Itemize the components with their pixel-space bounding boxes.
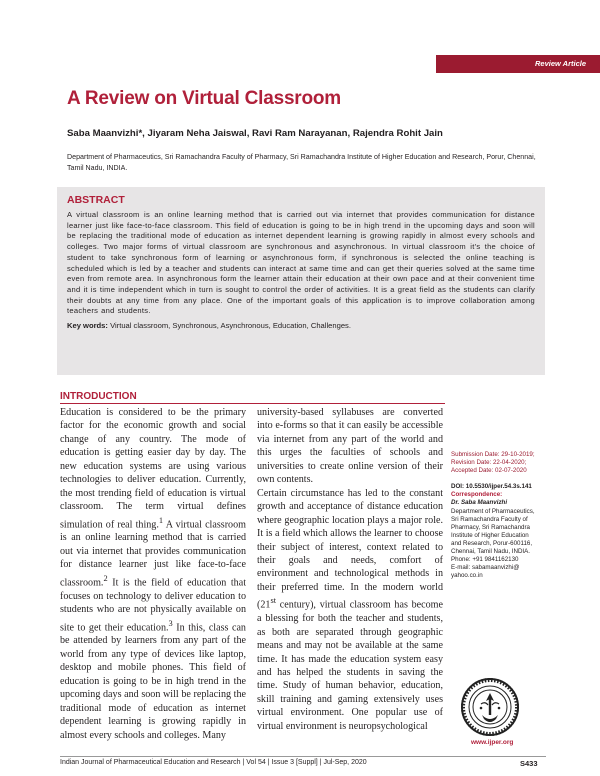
author-list: Saba Maanvizhi*, Jiyaram Neha Jaiswal, Ravi Ram Narayanan, Rajendra Rohit Jain	[67, 128, 443, 139]
abstract-heading: ABSTRACT	[67, 194, 125, 206]
text-run: In this, class can be attended by learners from any part of the world from any type of devices like laptop, desktop and mobile phones. This field of education is going to be in high trend in the upcoming days and soon will be replacing the traditional mode of education as internet dependent learning is growing rapidly in almost every schools and colleges. Many	[60, 621, 246, 741]
revision-date: Revision Date: 22-04-2020;	[451, 459, 527, 467]
text-run: Education is considered to be the primary factor for the economic growth and social change of any country. The mode of education is getting easier day by day. The new education systems are using various technologies to deliver education. Currently, the most trending field of education is virtual classroom. The term virtual defines simulation of real thing.	[60, 407, 246, 530]
corr-line: Institute of Higher Education	[451, 531, 529, 539]
abstract-text: A virtual classroom is an online learning method that is carried out via internet that provides communication for distance learner just like face-to-face classroom. This field of education is going to be in high trend in the upcoming days and soon will be replacing the traditional mode of education as internet dependent learning is growing rapidly in almost every schools and colleges. Two major forms of virtual classroom are synchronous and asynchronous. In virtual classroom it's the choice of student to take synchronous form of learning or asynchronous form, if synchronous is selected the online teaching is scheduled which is led by a teacher and students can interact at same time and can get their queries solved at the same time even from remote area. In asynchronous form the learner attain their education at their own pace and at their convenient time and it is time independent which in turn is sought to control the order of activities. It is a great field as the students can clarify their doubts at any time from any place. One of the important goals of this application is to improve collaboration among teachers and students.	[67, 210, 535, 316]
doi: DOI: 10.5530/ijper.54.3s.141	[451, 483, 532, 491]
corr-line: and Research, Porur-600116,	[451, 539, 533, 547]
citation-ref: 3	[168, 618, 173, 628]
article-dates	[451, 451, 546, 475]
accepted-date: Accepted Date: 02-07-2020	[451, 467, 527, 475]
affiliation: Department of Pharmaceutics, Sri Ramachandra Faculty of Pharmacy, Sri Ramachandra Institute of Higher Education and Research, Porur, Chennai, Tamil Nadu, INDIA.	[67, 153, 536, 172]
citation-ref: 2	[103, 573, 108, 583]
text-run: Certain circumstance has led to the constant growth and acceptance of distance education where geographic location plays a major role. It is a field which allows the learner to choose their subject of interest, context related to their goals and needs, comfort of environment and technological methods in their preferred time. In the modern world (21	[257, 487, 443, 611]
corr-line: Department of Pharmaceutics,	[451, 507, 535, 515]
abstract-box	[57, 187, 545, 375]
corr-line: Pharmacy, Sri Ramachandra	[451, 523, 530, 531]
intro-paragraph-3	[257, 487, 443, 734]
article-title: A Review on Virtual Classroom	[67, 88, 342, 109]
corr-line: yahoo.co.in	[451, 572, 483, 580]
correspondence-label: Correspondence:	[451, 491, 503, 499]
corr-line: Phone: +91 9841162130	[451, 556, 519, 564]
journal-citation-footer: Indian Journal of Pharmaceutical Education and Research | Vol 54 | Issue 3 [Suppl] | Jul-Sep, 2020	[60, 759, 367, 766]
article-type-banner	[436, 55, 600, 73]
superscript: st	[270, 596, 277, 606]
corr-line: Chennai, Tamil Nadu, INDIA.	[451, 548, 530, 556]
journal-seal-logo	[460, 677, 520, 737]
journal-url[interactable]: www.ijper.org	[471, 739, 514, 746]
article-type-label: Review Article	[535, 59, 586, 68]
intro-paragraph-1	[60, 406, 246, 742]
keywords-list: Virtual classroom, Synchronous, Asynchronous, Education, Challenges.	[110, 321, 351, 331]
corr-line: Sri Ramachandra Faculty of	[451, 515, 528, 523]
citation-ref: 1	[158, 515, 164, 525]
body-column-right	[257, 406, 443, 750]
submission-date: Submission Date: 29-10-2019;	[451, 451, 535, 458]
page-number: S433	[520, 759, 538, 768]
text-run: It is the field of education that focuses on technology to deliver education to students who are not physically available on site to get their education.	[60, 577, 246, 633]
introduction-heading: INTRODUCTION	[60, 391, 137, 402]
body-column-left	[60, 406, 246, 750]
footer-rule	[60, 756, 546, 757]
text-run: century), virtual classroom has become a blessing for both the teacher and students, as both are separated through geographic means and may not be available at the same time. It has made the education system easy and has helped the students in saving the time. Study of human behavior, education, skill training and gaming extensively uses virtual environment. One popular use of virtual environment is neuropsychological	[257, 599, 443, 732]
corresponding-author: Dr. Saba Maanvizhi	[451, 499, 508, 507]
heading-rule	[60, 403, 445, 404]
keywords	[67, 321, 535, 332]
keywords-label: Key words:	[67, 321, 108, 331]
intro-paragraph-2: university-based syllabuses are converted into e-forms so that it can easily be accessible via internet from any part of the world and this urges the faculties of schools and universities to create online version of their own contents.	[257, 407, 443, 486]
corr-line: E-mail: sabamaanvizhi@	[451, 564, 520, 572]
article-info-sidebar	[451, 451, 546, 580]
text-run: A virtual classroom is an online learning method that is carried out via internet that provides communication for distance learner just like face-to-face classroom.	[60, 518, 246, 589]
